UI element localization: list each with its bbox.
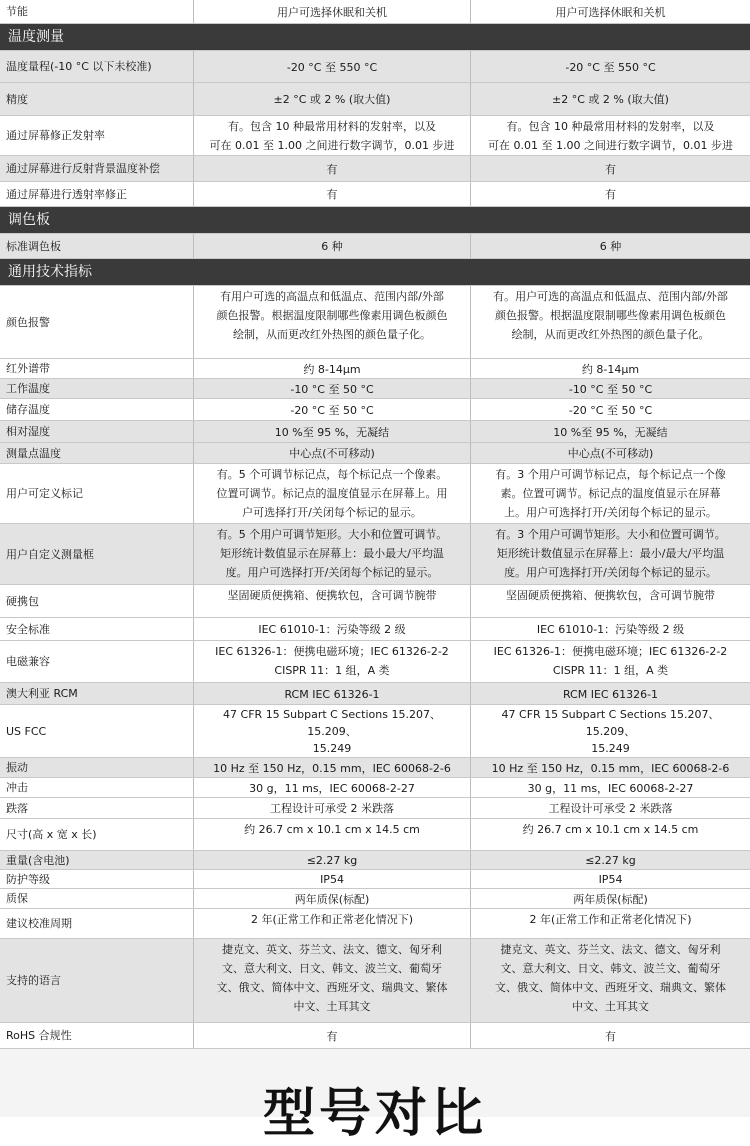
spec-value-model-1: 有 xyxy=(194,182,471,206)
spec-value-model-2: 有。包含 10 种最常用材料的发射率，以及 可在 0.01 至 1.00 之间进行数字调节，0.01 步进 xyxy=(488,120,733,152)
spec-row xyxy=(0,798,750,819)
spec-value-model-2: 10 Hz 至 150 Hz，0.15 mm，IEC 60068-2-6 xyxy=(491,761,730,775)
spec-value-model-1: 坚固硬质便携箱、便携软包，含可调节腕带 xyxy=(194,585,471,617)
spec-label: 重量(含电池) xyxy=(0,851,194,869)
spec-row xyxy=(0,116,750,156)
spec-value-model-1: IP54 xyxy=(194,870,471,888)
spec-row-energy-saving xyxy=(0,0,750,24)
spec-value-model-1: 中心点(不可移动) xyxy=(194,443,471,463)
spec-row xyxy=(0,1023,750,1049)
spec-row xyxy=(0,524,750,585)
spec-label: 红外谱带 xyxy=(0,359,194,378)
spec-value-model-1: 两年质保(标配) xyxy=(194,889,471,908)
spec-value-model-2: 30 g，11 ms，IEC 60068-2-27 xyxy=(527,781,694,795)
spec-value-model-1: 10 %至 95 %，无凝结 xyxy=(194,421,471,442)
spec-label: 跌落 xyxy=(0,798,194,818)
spec-value-model-1: 工程设计可承受 2 米跌落 xyxy=(194,798,471,818)
spec-label: 通过屏幕进行透射率修正 xyxy=(0,182,194,206)
spec-value-model-1: 有用户可选的高温点和低温点、范围内部/外部 颜色报警。根据温度限制哪些像素用调色板颜色 绘制，从而更改红外热图的颜色量子化。 xyxy=(194,286,471,358)
spec-label: 安全标准 xyxy=(0,618,194,640)
spec-value-model-1: 用户可选择休眠和关机 xyxy=(194,0,471,23)
spec-row xyxy=(0,758,750,778)
spec-label: 节能 xyxy=(0,0,194,23)
spec-value-model-2: RCM IEC 61326-1 xyxy=(562,687,659,701)
spec-row xyxy=(0,286,750,359)
spec-row xyxy=(0,683,750,705)
spec-value-model-1: ≤2.27 kg xyxy=(194,851,471,869)
spec-row xyxy=(0,870,750,889)
spec-value-model-2: ≤2.27 kg xyxy=(585,854,636,867)
spec-value-model-1: -10 °C 至 50 °C xyxy=(194,379,471,398)
spec-value-model-2: 用户可选择休眠和关机 xyxy=(555,5,666,19)
spec-value-model-2: 有。3 个用户可调节标记点，每个标记点一个像 素。位置可调节。标记点的温度值显示在屏幕 上。用户可选择打开/关闭每个标记的显示。 xyxy=(495,468,726,519)
spec-value-model-2: -20 °C 至 550 °C xyxy=(565,60,656,74)
spec-value-model-2: 有 xyxy=(605,1029,616,1043)
spec-value-model-2: 约 8-14μm xyxy=(581,362,640,376)
spec-value-model-1: -20 °C 至 50 °C xyxy=(194,399,471,420)
spec-row xyxy=(0,156,750,182)
spec-label: 测量点温度 xyxy=(0,443,194,463)
spec-row xyxy=(0,618,750,641)
spec-label: 通过屏幕修正发射率 xyxy=(0,116,194,155)
spec-label: 用户可定义标记 xyxy=(0,464,194,523)
spec-label: 标准调色板 xyxy=(0,234,194,258)
spec-row xyxy=(0,819,750,851)
spec-value-model-2: 捷克文、英文、芬兰文、法文、德文、匈牙利 文、意大利文、日文、韩文、波兰文、葡萄牙 文、俄文、简体中文、西班牙文、瑞典文、繁体 中文、土耳其文 xyxy=(495,943,726,1013)
spec-row xyxy=(0,778,750,798)
spec-value-model-2: 有。3 个用户可调节矩形。大小和位置可调节。 矩形统计数值显示在屏幕上：最小/最大/平均温 度。用户可选择打开/关闭每个标记的显示。 xyxy=(495,528,726,579)
spec-value-model-1: 有。5 个可调节标记点，每个标记点一个像素。 位置可调节。标记点的温度值显示在屏幕上。用 户可选择打开/关闭每个标记的显示。 xyxy=(194,464,471,523)
spec-label: 温度量程(-10 °C 以下未校准) xyxy=(0,51,194,82)
spec-value-model-1: 6 种 xyxy=(194,234,471,258)
spec-value-model-2: IP54 xyxy=(598,873,623,886)
spec-row xyxy=(0,421,750,443)
spec-value-model-1: -20 °C 至 550 °C xyxy=(194,51,471,82)
spec-row xyxy=(0,379,750,399)
spec-label: 电磁兼容 xyxy=(0,641,194,682)
spec-row xyxy=(0,51,750,83)
spec-value-model-1: 有 xyxy=(194,156,471,181)
spec-value-model-1: 有。5 个用户可调节矩形。大小和位置可调节。 矩形统计数值显示在屏幕上：最小最大/平均温 度。用户可选择打开/关闭每个标记的显示。 xyxy=(194,524,471,584)
spec-value-model-1: IEC 61010-1：污染等级 2 级 xyxy=(194,618,471,640)
spec-row xyxy=(0,443,750,464)
spec-label: 相对湿度 xyxy=(0,421,194,442)
spec-row xyxy=(0,705,750,758)
spec-label: 冲击 xyxy=(0,778,194,797)
spec-row xyxy=(0,909,750,939)
spec-value-model-2: 2 年(正常工作和正常老化情况下) xyxy=(529,913,692,926)
spec-value-model-2: 坚固硬质便携箱、便携软包，含可调节腕带 xyxy=(506,589,715,602)
spec-row xyxy=(0,182,750,207)
spec-value-model-2: 工程设计可承受 2 米跌落 xyxy=(548,802,673,815)
spec-row xyxy=(0,399,750,421)
spec-row xyxy=(0,641,750,683)
spec-value-model-2: 中心点(不可移动) xyxy=(567,447,654,460)
spec-value-model-2: -20 °C 至 50 °C xyxy=(568,403,653,417)
spec-value-model-2: IEC 61326-1：便携电磁环境；IEC 61326-2-2 CISPR 11：1 组，A 类 xyxy=(493,645,728,677)
spec-label: 储存温度 xyxy=(0,399,194,420)
spec-value-model-1: 捷克文、英文、芬兰文、法文、德文、匈牙利 文、意大利文、日文、韩文、波兰文、葡萄牙 文、俄文、简体中文、西班牙文、瑞典文、繁体 中文、土耳其文 xyxy=(194,939,471,1022)
spec-value-model-2: 有 xyxy=(605,162,616,176)
spec-row xyxy=(0,851,750,870)
spec-value-model-2: 6 种 xyxy=(599,240,622,253)
spec-label: 工作温度 xyxy=(0,379,194,398)
spec-label: 尺寸(高 x 宽 x 长) xyxy=(0,819,194,850)
spec-value-model-1: 47 CFR 15 Subpart C Sections 15.207、 15.209、 15.249 xyxy=(194,705,471,757)
spec-label: 精度 xyxy=(0,83,194,115)
spec-value-model-2: 有。用户可选的高温点和低温点、范围内部/外部 颜色报警。根据温度限制哪些像素用调色板颜色 绘制，从而更改红外热图的颜色量子化。 xyxy=(493,290,728,341)
spec-row xyxy=(0,359,750,379)
spec-row xyxy=(0,939,750,1023)
spec-value-model-1: IEC 61326-1：便携电磁环境；IEC 61326-2-2 CISPR 11：1 组，A 类 xyxy=(194,641,471,682)
spec-value-model-2: 47 CFR 15 Subpart C Sections 15.207、 15.209、 15.249 xyxy=(501,708,720,755)
spec-label: 用户自定义测量框 xyxy=(0,524,194,584)
spec-label: 振动 xyxy=(0,758,194,777)
spec-label: 通过屏幕进行反射背景温度补偿 xyxy=(0,156,194,181)
spec-row xyxy=(0,585,750,618)
spec-value-model-1: 有。包含 10 种最常用材料的发射率，以及 可在 0.01 至 1.00 之间进行数字调节，0.01 步进 xyxy=(194,116,471,155)
spec-value-model-2: ±2 °C 或 2 % (取大值) xyxy=(552,93,669,106)
spec-label: 颜色报警 xyxy=(0,286,194,358)
spec-value-model-2: 约 26.7 cm x 10.1 cm x 14.5 cm xyxy=(522,823,699,836)
spec-row xyxy=(0,234,750,259)
spec-label: 支持的语言 xyxy=(0,939,194,1022)
spec-row xyxy=(0,889,750,909)
spec-value-model-1: 2 年(正常工作和正常老化情况下) xyxy=(194,909,471,938)
spec-label: 质保 xyxy=(0,889,194,908)
spec-label: RoHS 合规性 xyxy=(0,1023,194,1048)
spec-value-model-2: -10 °C 至 50 °C xyxy=(568,382,653,396)
spec-value-model-1: 有 xyxy=(194,1023,471,1048)
spec-value-model-2: IEC 61010-1：污染等级 2 级 xyxy=(536,623,685,636)
section-header-general: 通用技术指标 xyxy=(0,259,750,286)
spec-label: 防护等级 xyxy=(0,870,194,888)
spec-row xyxy=(0,464,750,524)
spec-value-model-2: 两年质保(标配) xyxy=(573,892,648,906)
spec-label: 澳大利亚 RCM xyxy=(0,683,194,704)
spec-value-model-1: 10 Hz 至 150 Hz，0.15 mm，IEC 60068-2-6 xyxy=(194,758,471,777)
section-header-temperature: 温度测量 xyxy=(0,24,750,51)
spec-value-model-2: 有 xyxy=(605,188,616,201)
spec-value-model-1: RCM IEC 61326-1 xyxy=(194,683,471,704)
spec-value-model-1: 30 g，11 ms，IEC 60068-2-27 xyxy=(194,778,471,797)
comparison-heading: 型号对比 xyxy=(262,1084,487,1144)
spec-row xyxy=(0,83,750,116)
spec-value-model-1: 约 26.7 cm x 10.1 cm x 14.5 cm xyxy=(194,819,471,850)
spec-label: 硬携包 xyxy=(0,585,194,617)
spec-label: US FCC xyxy=(0,705,194,757)
section-header-palette: 调色板 xyxy=(0,207,750,234)
spec-value-model-2: 10 %至 95 %，无凝结 xyxy=(553,425,668,439)
spec-value-model-1: 约 8-14μm xyxy=(194,359,471,378)
spec-value-model-1: ±2 °C 或 2 % (取大值) xyxy=(194,83,471,115)
spec-label: 建议校准周期 xyxy=(0,909,194,938)
